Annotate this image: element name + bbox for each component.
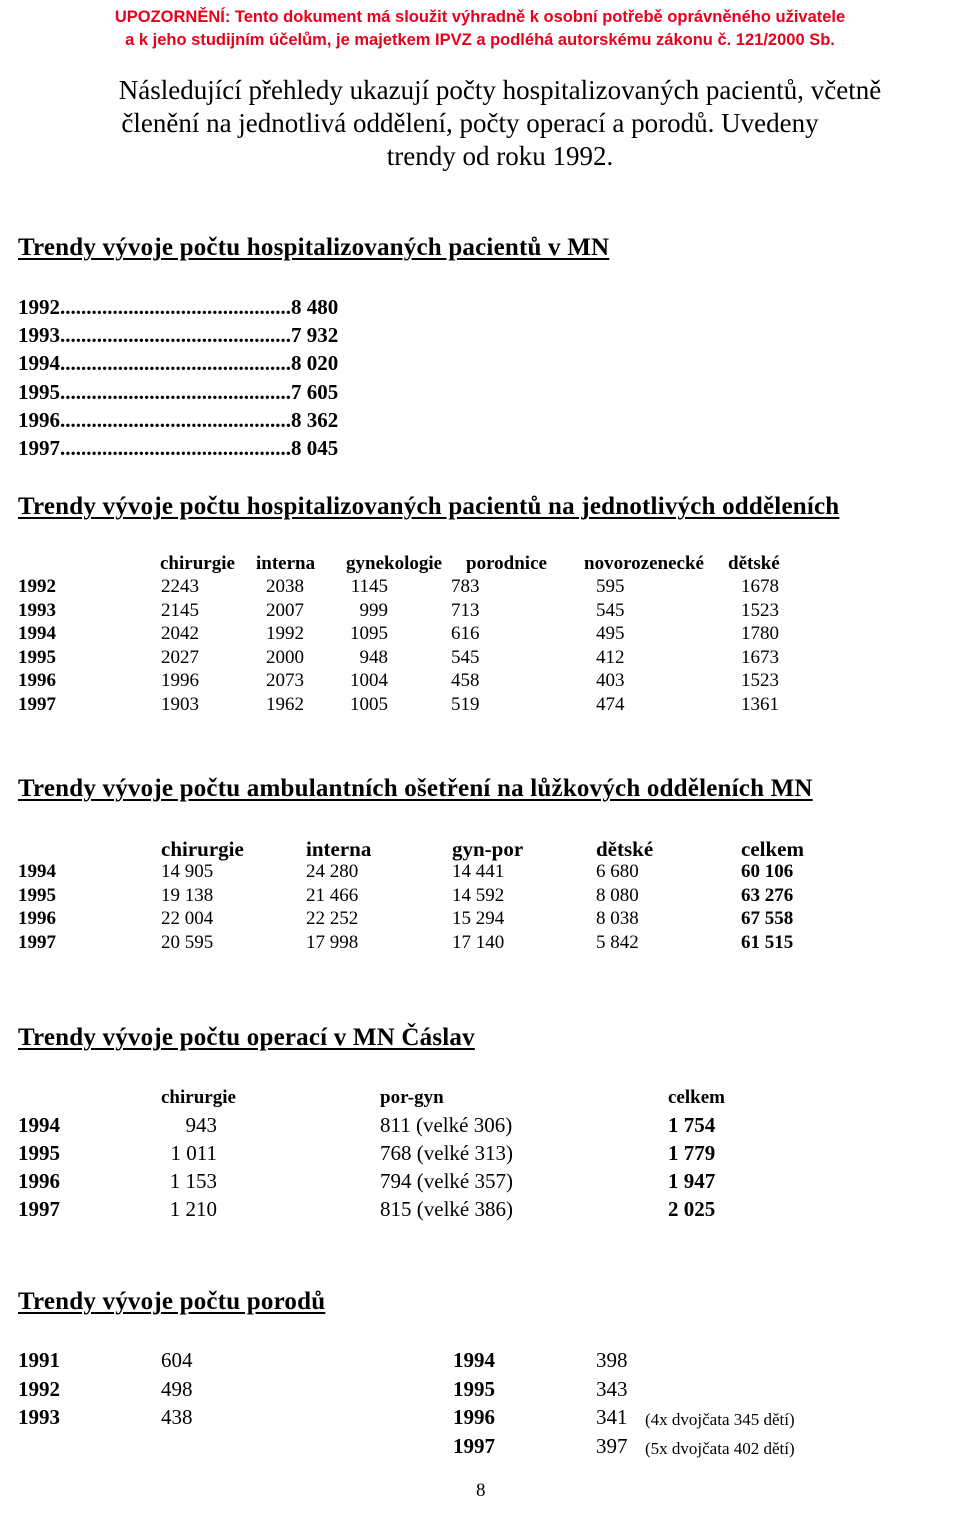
- table-cell: 1 153: [169, 1169, 217, 1193]
- column-header-interna: interna: [256, 553, 316, 574]
- row-year: 1992: [18, 576, 56, 597]
- detske-column: [741, 575, 779, 716]
- table-cell: 2000: [266, 646, 304, 668]
- table-cell: 2073: [266, 670, 304, 691]
- table-cell: 2038: [266, 576, 304, 597]
- section-3-title: Trendy vývoje počtu ambulantních ošetření na lůžkových odděleních MN: [18, 775, 813, 802]
- section-2-title: Trendy vývoje počtu hospitalizovaných pacientů na jednotlivých odděleních: [18, 493, 840, 520]
- row-year: 1995: [18, 646, 56, 668]
- table-cell: 595: [596, 576, 625, 597]
- column-header-detske: dětské: [596, 837, 654, 861]
- table-cell: 403: [596, 670, 625, 691]
- value: 8 045: [291, 436, 339, 461]
- list-item: 1997 ............................................ 8 045: [18, 434, 268, 462]
- row-year: 1992: [18, 1376, 60, 1401]
- year: 1997: [18, 436, 60, 461]
- value: 7 932: [291, 323, 339, 348]
- table-cell: 412: [596, 646, 625, 668]
- table-cell: 1780: [741, 623, 779, 644]
- table-cell: 713: [451, 599, 480, 621]
- table-cell: 22 004: [161, 908, 214, 929]
- table-cell: 999: [359, 599, 388, 621]
- table-cell: 1 011: [170, 1141, 217, 1165]
- table-cell: 1 779: [668, 1141, 716, 1165]
- row-year: 1994: [18, 623, 56, 644]
- row-year: 1994: [453, 1348, 495, 1372]
- table-cell: 1903: [161, 693, 199, 715]
- table-cell: 1005: [350, 693, 388, 715]
- column-header-por-gyn: por-gyn: [380, 1087, 444, 1108]
- table-cell: 943: [185, 1113, 217, 1137]
- row-year: 1994: [18, 861, 56, 882]
- table-cell: 397: [596, 1433, 628, 1458]
- list-item: 1996 ............................................ 8 362: [18, 406, 268, 434]
- year: 1996: [18, 407, 60, 432]
- year-column: [18, 860, 56, 954]
- table-cell: 1996: [161, 670, 199, 691]
- novorozenecke-column: [596, 575, 625, 716]
- table-cell: 2243: [161, 576, 199, 597]
- table-cell: 20 595: [161, 931, 214, 953]
- table-cell: 438: [161, 1405, 193, 1429]
- table-cell: 17 140: [452, 931, 505, 953]
- table-cell: 545: [596, 599, 625, 621]
- table-cell: 1095: [350, 623, 388, 644]
- column-header-novorozenecke: novorozenecké: [584, 553, 704, 574]
- value: 8 480: [291, 295, 339, 319]
- column-header-chirurgie: chirurgie: [160, 553, 235, 574]
- interna-column: [258, 575, 304, 716]
- table-cell: 794 (velké 357): [380, 1169, 513, 1193]
- intro-line-3: trendy od roku 1992.: [386, 141, 614, 171]
- table-cell: 24 280: [306, 861, 359, 882]
- table-cell: 14 441: [452, 861, 505, 882]
- column-header-interna: interna: [306, 837, 372, 861]
- list-item: 1993 ............................................ 7 932: [18, 321, 268, 349]
- table-cell: 61 515: [741, 931, 794, 953]
- row-year: 1994: [18, 1113, 60, 1137]
- row-year: 1997: [18, 1197, 60, 1221]
- table-cell: 1004: [350, 670, 388, 691]
- table-cell: 8 080: [596, 884, 639, 906]
- row-year: 1995: [18, 884, 56, 906]
- intro-paragraph: [40, 74, 960, 173]
- column-header-celkem: celkem: [668, 1087, 725, 1108]
- row-year: 1995: [18, 1141, 60, 1165]
- table-cell: 17 998: [306, 931, 359, 953]
- column-header-porodnice: porodnice: [466, 553, 547, 574]
- note-column: [645, 1349, 795, 1463]
- row-year: 1997: [453, 1433, 495, 1458]
- column-header-gynekologie: gynekologie: [346, 553, 443, 574]
- row-year: 1996: [18, 670, 56, 691]
- row-year: 1991: [18, 1348, 60, 1372]
- value-column-right: [596, 1346, 628, 1460]
- year-column-right: [453, 1346, 495, 1460]
- table-cell: 14 592: [452, 884, 505, 906]
- table-cell: 458: [451, 670, 480, 691]
- table-cell: 1 947: [668, 1169, 716, 1193]
- twins-note: (5x dvojčata 402 dětí): [645, 1438, 795, 1458]
- table-cell: 948: [359, 646, 388, 668]
- value: 8 020: [291, 351, 339, 376]
- table-cell: 1361: [741, 693, 779, 715]
- gynekologie-column: [342, 575, 388, 716]
- table-cell: 22 252: [306, 908, 359, 929]
- table-cell: 63 276: [741, 884, 794, 906]
- table-cell: 341: [596, 1405, 628, 1429]
- year: 1993: [18, 323, 60, 348]
- row-year: 1996: [18, 908, 56, 929]
- chirurgie-column: [161, 575, 199, 716]
- table-cell: 1962: [266, 693, 304, 715]
- chirurgie-column: [161, 1111, 217, 1223]
- porodnice-column: [451, 575, 480, 716]
- section-1-list: [18, 293, 339, 462]
- year: 1995: [18, 379, 60, 404]
- list-item: 1992 ............................................ 8 480: [18, 293, 268, 321]
- table-cell: 474: [596, 693, 625, 715]
- table-cell: 14 905: [161, 861, 214, 882]
- interna-column: [306, 860, 358, 954]
- table-cell: 604: [161, 1348, 193, 1372]
- celkem-column: [668, 1111, 715, 1223]
- column-header-detske: dětské: [728, 553, 780, 574]
- year: 1992: [18, 295, 60, 319]
- table-cell: 2007: [266, 599, 304, 621]
- gyn-por-column: [452, 860, 504, 954]
- detske-column: [596, 860, 639, 954]
- table-cell: 545: [451, 646, 480, 668]
- table-cell: 1523: [741, 670, 779, 691]
- twins-note: [645, 1378, 795, 1407]
- twins-note: (4x dvojčata 345 dětí): [645, 1410, 795, 1429]
- table-cell: 1673: [741, 646, 779, 668]
- column-header-chirurgie: chirurgie: [161, 1087, 236, 1108]
- table-cell: 19 138: [161, 884, 214, 906]
- chirurgie-column: [161, 860, 213, 954]
- table-cell: 783: [451, 576, 480, 597]
- table-cell: 1 210: [169, 1197, 217, 1221]
- column-header-chirurgie: chirurgie: [161, 837, 244, 861]
- section-1-title: Trendy vývoje počtu hospitalizovaných pacientů v MN: [18, 234, 610, 261]
- table-cell: 2145: [161, 599, 199, 621]
- row-year: 1995: [453, 1376, 495, 1401]
- table-cell: 495: [596, 623, 625, 644]
- row-year: 1993: [18, 1405, 60, 1429]
- table-cell: 2 025: [668, 1197, 716, 1221]
- table-cell: 343: [596, 1376, 628, 1401]
- section-5-title: Trendy vývoje počtu porodů: [18, 1288, 326, 1315]
- table-cell: 2027: [161, 646, 199, 668]
- row-year: 1997: [18, 693, 56, 715]
- value: 8 362: [291, 407, 339, 432]
- section-4-title: Trendy vývoje počtu operací v MN Čáslav: [18, 1024, 475, 1051]
- table-cell: 1678: [741, 576, 779, 597]
- table-cell: 6 680: [596, 861, 639, 882]
- table-cell: 15 294: [452, 908, 505, 929]
- year-column-left: [18, 1346, 60, 1432]
- table-cell: 8 038: [596, 908, 639, 929]
- table-cell: 519: [451, 693, 480, 715]
- table-cell: 768 (velké 313): [380, 1141, 513, 1165]
- copyright-warning-line-1: UPOZORNĚNÍ: Tento dokument má sloužit výhradně k osobní potřebě oprávněného uživatele: [114, 8, 846, 26]
- table-cell: 811 (velké 306): [380, 1113, 513, 1137]
- row-year: 1996: [18, 1169, 60, 1193]
- row-year: 1996: [453, 1405, 495, 1429]
- table-cell: 60 106: [741, 861, 794, 882]
- table-cell: 1523: [741, 599, 779, 621]
- por-gyn-column: [380, 1111, 513, 1223]
- row-year: 1993: [18, 599, 56, 621]
- table-cell: 398: [596, 1348, 628, 1372]
- intro-line-1: Následující přehledy ukazují počty hospitalizovaných pacientů, včetně: [118, 75, 882, 105]
- year-column: [18, 575, 56, 716]
- year-column: [18, 1111, 60, 1223]
- column-header-gyn-por: gyn-por: [452, 837, 524, 861]
- table-cell: 1992: [266, 623, 304, 644]
- column-header-celkem: celkem: [741, 837, 804, 861]
- table-cell: 815 (velké 386): [380, 1197, 513, 1221]
- year: 1994: [18, 351, 60, 376]
- value-column-left: [161, 1346, 193, 1432]
- table-cell: 1145: [350, 576, 388, 597]
- twins-note: [645, 1349, 795, 1378]
- page-number: 8: [476, 1480, 486, 1501]
- row-year: 1997: [18, 931, 56, 953]
- list-item: 1994 ............................................ 8 020: [18, 349, 268, 377]
- table-cell: 1 754: [668, 1113, 716, 1137]
- celkem-column: [741, 860, 793, 954]
- table-cell: 67 558: [741, 908, 794, 929]
- table-cell: 21 466: [306, 884, 359, 906]
- intro-line-2: členění na jednotlivá oddělení, počty operací a porodů. Uvedeny: [121, 108, 819, 138]
- table-cell: 498: [161, 1376, 193, 1401]
- copyright-warning-line-2: a k jeho studijním účelům, je majetkem IPVZ a podléhá autorskému zákonu č. 121/2000 Sb.: [125, 31, 835, 49]
- list-item: 1995 ............................................ 7 605: [18, 378, 268, 406]
- table-cell: 2042: [161, 623, 199, 644]
- value: 7 605: [291, 379, 339, 404]
- table-cell: 616: [451, 623, 480, 644]
- table-cell: 5 842: [596, 931, 639, 953]
